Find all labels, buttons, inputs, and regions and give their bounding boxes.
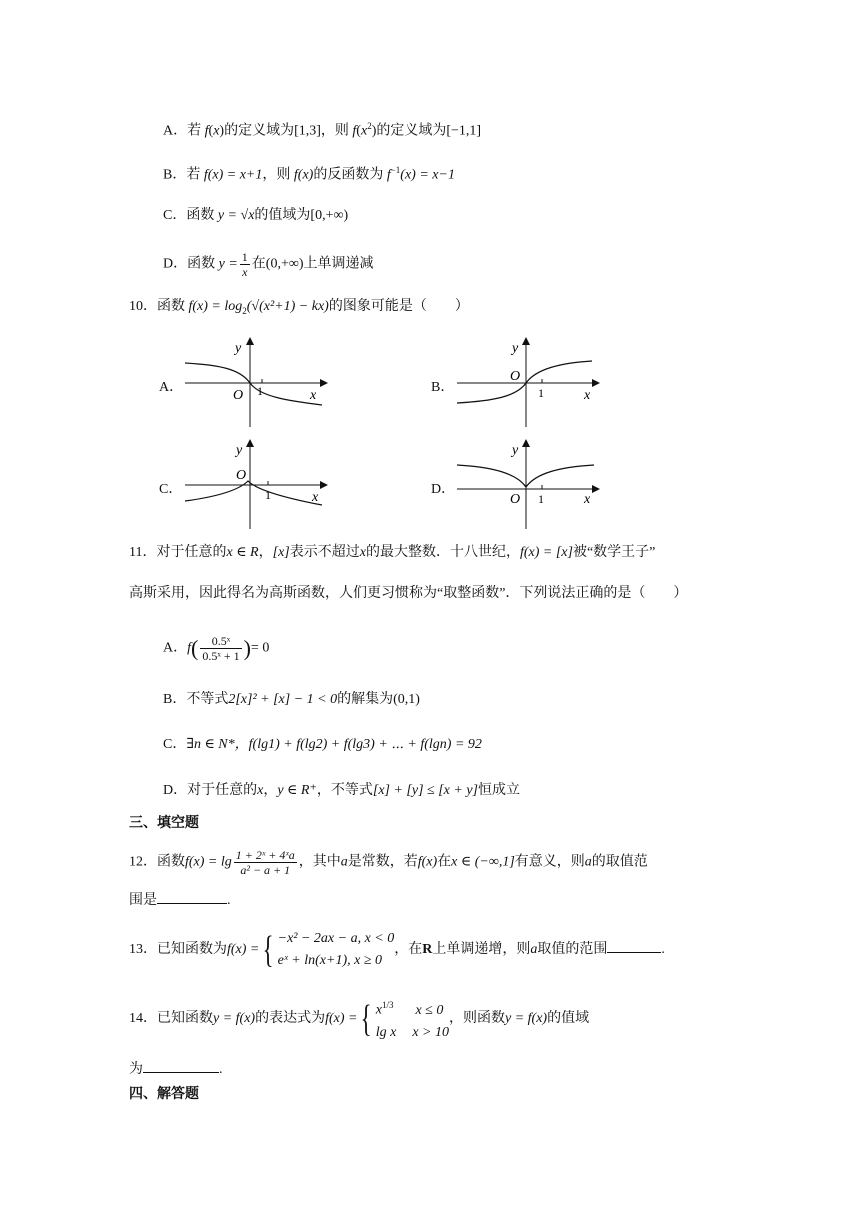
answer-blank[interactable] bbox=[157, 889, 227, 904]
graph-b bbox=[452, 335, 602, 430]
curve bbox=[457, 361, 592, 403]
origin-label: O bbox=[236, 468, 247, 483]
q13-line: 13．已知函数为f(x) ={ −x² − 2ax − a, x < 0 eˣ + ln(x+1), x ≥ 0 ，在R上单调递增，则a取值的范围 . bbox=[129, 929, 665, 971]
graph-label-a: A． bbox=[159, 380, 184, 395]
fraction: $\frac{\text{1 + 2ˣ + 4ˣa}}{\text{a² − a + 1}}$ bbox=[235, 848, 295, 877]
curve bbox=[185, 363, 322, 405]
piecewise: $x^{1/3}$ x ≤ 0 lg x x > 10 bbox=[375, 1000, 449, 1040]
piecewise: −x² − 2ax − a, x < 0 eˣ + ln(x+1), x ≥ 0 bbox=[277, 931, 395, 968]
origin-label: O bbox=[510, 369, 521, 384]
section-heading-fill-in: 三、填空题 bbox=[129, 816, 199, 831]
x-axis-arrow-icon bbox=[592, 485, 600, 493]
q10-stem: 10．函数 $f(x) = \log_2(√(x^2+1) - kx)$的图象可能是（ ） bbox=[129, 299, 469, 316]
q9-option-c: C．函数 y = √x的值域为[0,+∞) bbox=[163, 208, 349, 223]
q9-option-b: B．若 f(x) = x+1，则 f(x)的反函数为 $f^{-1}(x) = x-1$ bbox=[163, 165, 455, 183]
q11-stem-line1: 11．对于任意的x ∈ R，[x]表示不超过x的最大整数．十八世纪，f(x) = [x]被“数学王子” bbox=[129, 545, 656, 560]
q9-option-d: D．函数 y = $\frac{1}{x}$ 在(0,+∞)上单调递减 bbox=[163, 250, 374, 279]
answer-blank[interactable] bbox=[607, 938, 661, 953]
left-brace: { bbox=[263, 929, 274, 971]
y-label: y bbox=[512, 443, 519, 458]
q12-line1: 12．函数f(x) = lg $\frac{\text{1 + 2ˣ + 4ˣa}}{\text{a² − a + 1}}$ ，其中a是常数，若f(x)在x ∈ (−∞,1]有意义，则a的取值范 bbox=[129, 848, 648, 877]
tick-label: 1 bbox=[538, 492, 544, 506]
y-axis-arrow-icon bbox=[522, 337, 530, 345]
graph-a bbox=[180, 335, 330, 430]
x-axis-arrow-icon bbox=[592, 379, 600, 387]
x-label: x bbox=[584, 492, 591, 507]
x-axis-arrow-icon bbox=[320, 379, 328, 387]
q9-option-a: A．若 f(x)的定义域为[1,3]，则 $f(x^2)$的定义域为[−1,1] bbox=[163, 121, 482, 139]
origin-label: O bbox=[233, 388, 244, 403]
fraction: $\frac{1}{x}$ bbox=[241, 250, 248, 279]
y-axis-arrow-icon bbox=[522, 439, 530, 447]
y-label: y bbox=[512, 341, 519, 356]
graph-label-d: D． bbox=[431, 482, 456, 497]
y-axis-arrow-icon bbox=[246, 337, 254, 345]
fraction: $\frac{\text{0.5ˣ}}{\text{0.5ˣ + 1}}$ bbox=[202, 634, 240, 663]
q11-option-b: B．不等式2[x]² + [x] − 1 < 0的解集为(0,1) bbox=[163, 692, 420, 707]
graph-d bbox=[452, 437, 602, 532]
q11-stem-line2: 高斯采用，因此得名为高斯函数，人们更习惯称为“取整函数”．下列说法正确的是（ ） bbox=[129, 586, 688, 601]
q14-line2: 为 . bbox=[129, 1058, 223, 1080]
q14-line1: 14．已知函数y = f(x)的表达式为f(x) ={ $x^{1/3}$ x ≤ 0 lg x x > 10 ，则函数y = f(x)的值域 bbox=[129, 994, 589, 1044]
x-label: x bbox=[310, 388, 317, 403]
answer-blank[interactable] bbox=[143, 1058, 219, 1073]
x-label: x bbox=[584, 388, 591, 403]
tick-label: 1 bbox=[538, 386, 544, 400]
q12-line2: 围是 . bbox=[129, 889, 231, 911]
q11-option-c: C．∃n ∈ N*，f(lg1) + f(lg2) + f(lg3) + ⋯ + f(lgn) = 92 bbox=[163, 737, 482, 752]
y-label: y bbox=[235, 341, 242, 356]
graph-c bbox=[180, 437, 330, 532]
q11-option-a: A．f( $\frac{\text{0.5ˣ}}{\text{0.5ˣ + 1}}$ )= 0 bbox=[163, 634, 270, 663]
section-heading-answer: 四、解答题 bbox=[129, 1087, 199, 1102]
y-label: y bbox=[236, 443, 243, 458]
x-label: x bbox=[312, 490, 319, 505]
origin-label: O bbox=[510, 492, 521, 507]
y-axis-arrow-icon bbox=[246, 439, 254, 447]
q11-option-d: D．对于任意的x，y ∈ R⁺，不等式[x] + [y] ≤ [x + y]恒成立 bbox=[163, 783, 520, 798]
x-axis-arrow-icon bbox=[320, 481, 328, 489]
graph-label-b: B． bbox=[431, 380, 455, 395]
left-brace: { bbox=[361, 997, 373, 1040]
graph-label-c: C． bbox=[159, 482, 183, 497]
tick-label: 1 bbox=[257, 384, 263, 398]
tick-label: 1 bbox=[265, 488, 271, 502]
